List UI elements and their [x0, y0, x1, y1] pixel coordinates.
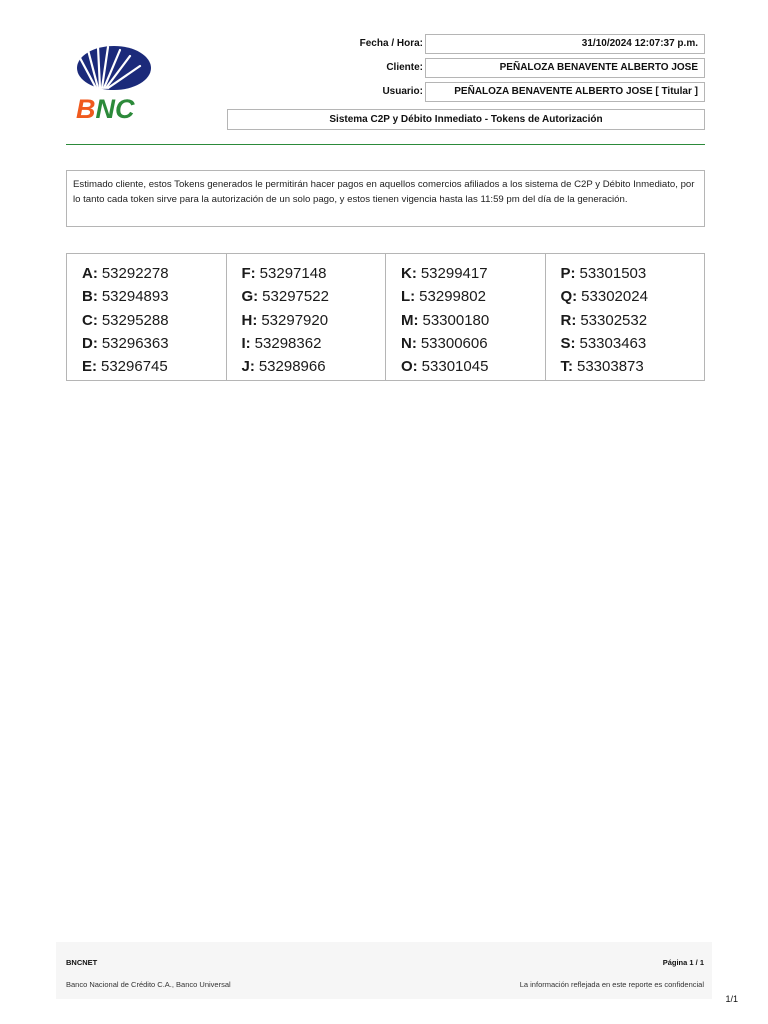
- fecha-label: Fecha / Hora:: [359, 38, 423, 49]
- token-code: 53297920: [261, 311, 329, 329]
- token-row: [82, 262, 226, 285]
- token-letter: E:: [82, 358, 97, 376]
- token-letter: P:: [560, 265, 576, 282]
- token-row: [242, 309, 386, 332]
- token-row: [242, 285, 386, 308]
- token-letter: L:: [401, 288, 416, 306]
- token-letter: H:: [241, 311, 258, 329]
- token-code: 53292278: [101, 265, 169, 282]
- token-row: [401, 262, 545, 285]
- system-title: Sistema C2P y Débito Inmediato - Tokens de Autorización: [227, 109, 705, 130]
- token-code: 53297522: [262, 288, 329, 306]
- token-row: [561, 262, 705, 285]
- bnc-logo: [74, 44, 154, 124]
- token-row: [82, 285, 226, 308]
- token-code: 53294893: [101, 288, 169, 306]
- cliente-label: Cliente:: [386, 62, 423, 73]
- token-code: 53299802: [419, 288, 486, 306]
- token-code: 53303873: [577, 358, 644, 376]
- token-row: [401, 332, 545, 355]
- footer-brand: BNCNET: [66, 958, 98, 967]
- token-letter: J:: [241, 358, 255, 376]
- token-letter: T:: [560, 358, 573, 376]
- divider: [66, 144, 705, 145]
- token-column: [546, 254, 705, 380]
- token-letter: G:: [241, 288, 259, 306]
- token-row: [82, 332, 226, 355]
- usuario-label: Usuario:: [382, 86, 423, 97]
- token-letter: F:: [241, 265, 256, 282]
- token-code: 53303463: [579, 334, 647, 352]
- token-code: 53302532: [580, 311, 648, 329]
- token-letter: R:: [560, 311, 577, 329]
- token-letter: M:: [401, 311, 419, 329]
- token-row: [561, 285, 705, 308]
- token-code: 53296363: [101, 334, 169, 352]
- tokens-table: [66, 253, 705, 381]
- token-row: [561, 355, 705, 378]
- usuario-row: [226, 82, 705, 102]
- notice-text: Estimado cliente, estos Tokens generados le permitirán hacer pagos en aquellos comercios afiliados a los sistema de C2P y Débito Inmediato, por lo tanto cada token sirve para la autorización de un solo pago, y estos tienen vigencia hasta las 11:59 pm del día de la generación.: [66, 170, 705, 227]
- token-row: [242, 262, 386, 285]
- fecha-value: 31/10/2024 12:07:37 p.m.: [425, 34, 705, 54]
- token-code: 53297148: [259, 265, 327, 282]
- token-row: [401, 309, 545, 332]
- token-row: [82, 355, 226, 378]
- token-column: [386, 254, 546, 380]
- page-count: 1/1: [725, 994, 738, 1004]
- token-code: 53302024: [581, 288, 648, 306]
- cliente-row: [226, 58, 705, 78]
- svg-text:BNC: BNC: [76, 94, 135, 124]
- cliente-value: PEÑALOZA BENAVENTE ALBERTO JOSE: [425, 58, 705, 78]
- footer-bank-name: Banco Nacional de Crédito C.A., Banco Universal: [66, 980, 231, 989]
- fecha-row: [226, 34, 705, 54]
- footer: [56, 942, 712, 999]
- token-letter: D:: [82, 334, 98, 352]
- token-letter: O:: [401, 358, 418, 376]
- footer-confidential: La información reflejada en este reporte es confidencial: [519, 980, 704, 989]
- token-column: [227, 254, 387, 380]
- token-row: [242, 332, 386, 355]
- token-letter: Q:: [560, 288, 578, 306]
- token-letter: K:: [401, 265, 417, 282]
- token-code: 53300606: [420, 334, 488, 352]
- token-code: 53301045: [421, 358, 489, 376]
- token-column: [67, 254, 227, 380]
- token-row: [561, 332, 705, 355]
- token-code: 53301503: [579, 265, 647, 282]
- usuario-value: PEÑALOZA BENAVENTE ALBERTO JOSE [ Titular ]: [425, 82, 705, 102]
- token-letter: A:: [82, 265, 98, 282]
- token-code: 53300180: [422, 311, 490, 329]
- token-code: 53296745: [101, 358, 168, 376]
- token-letter: N:: [401, 334, 417, 352]
- token-code: 53299417: [420, 265, 488, 282]
- token-letter: S:: [560, 334, 576, 352]
- token-code: 53295288: [101, 311, 169, 329]
- footer-page-number: Página 1 / 1: [662, 958, 704, 967]
- token-row: [401, 355, 545, 378]
- token-row: [242, 355, 386, 378]
- token-letter: C:: [82, 311, 98, 329]
- token-row: [561, 309, 705, 332]
- token-code: 53298362: [254, 334, 322, 352]
- token-letter: B:: [82, 288, 98, 306]
- token-letter: I:: [241, 334, 251, 352]
- token-row: [401, 285, 545, 308]
- token-row: [82, 309, 226, 332]
- token-code: 53298966: [258, 358, 326, 376]
